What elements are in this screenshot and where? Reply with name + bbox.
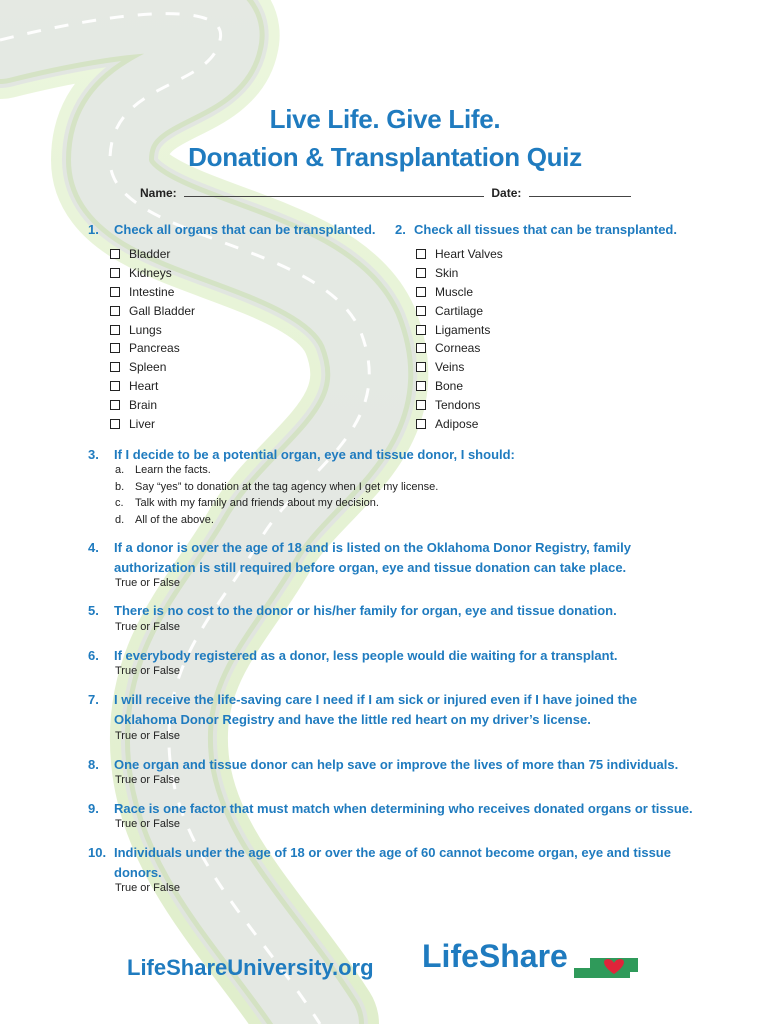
organ-item[interactable] bbox=[110, 377, 195, 396]
checkbox-icon[interactable] bbox=[416, 343, 426, 353]
question-10 bbox=[88, 843, 671, 883]
option-letter: a. bbox=[115, 464, 125, 476]
tissue-label: Skin bbox=[435, 265, 459, 280]
organ-item[interactable] bbox=[110, 339, 195, 358]
question-number: 8. bbox=[88, 757, 99, 772]
organ-label: Lungs bbox=[129, 322, 162, 337]
checkbox-icon[interactable] bbox=[110, 343, 120, 353]
organ-label: Liver bbox=[129, 417, 156, 432]
option-text: Learn the facts. bbox=[135, 464, 211, 476]
tissue-item[interactable] bbox=[416, 415, 503, 434]
question-text: Race is one factor that must match when determining who receives donated organs or tissue. bbox=[114, 801, 693, 816]
checkbox-icon[interactable] bbox=[110, 400, 120, 410]
tissue-label: Veins bbox=[435, 360, 465, 375]
tissue-label: Muscle bbox=[435, 284, 474, 299]
question-3-options bbox=[115, 462, 438, 529]
checkbox-icon[interactable] bbox=[416, 306, 426, 316]
question-text: Oklahoma Donor Registry and have the little red heart on my driver’s license. bbox=[114, 712, 591, 727]
organ-label: Gall Bladder bbox=[129, 303, 196, 318]
organ-label: Heart bbox=[129, 379, 159, 394]
organ-label: Pancreas bbox=[129, 341, 180, 356]
checkbox-icon[interactable] bbox=[416, 249, 426, 259]
option-a[interactable] bbox=[115, 462, 438, 479]
option-letter: b. bbox=[115, 480, 125, 493]
name-field[interactable] bbox=[184, 185, 484, 197]
checkbox-icon[interactable] bbox=[110, 419, 120, 429]
tissue-label: Bone bbox=[435, 379, 464, 394]
question-number: 6. bbox=[88, 648, 99, 663]
question-number: 2. bbox=[395, 222, 406, 237]
question-1 bbox=[88, 220, 376, 240]
checkbox-icon[interactable] bbox=[416, 362, 426, 372]
question-text: If a donor is over the age of 18 and is listed on the Oklahoma Donor Registry, family bbox=[114, 540, 631, 555]
logo-life-text: Life bbox=[422, 938, 479, 974]
question-7 bbox=[88, 690, 637, 730]
checkbox-icon[interactable] bbox=[416, 419, 426, 429]
tissue-label: Tendons bbox=[435, 398, 481, 413]
true-false-answer[interactable]: True or False bbox=[115, 818, 181, 830]
option-text: Talk with my family and friends about my decision. bbox=[135, 497, 379, 510]
tissue-item[interactable] bbox=[416, 377, 503, 396]
true-false-answer[interactable]: True or False bbox=[115, 665, 181, 677]
checkbox-icon[interactable] bbox=[416, 287, 426, 297]
true-false-answer[interactable]: True or False bbox=[115, 577, 181, 589]
question-number: 4. bbox=[88, 540, 99, 555]
date-label: Date: bbox=[491, 186, 522, 200]
title-line-1: Live Life. Give Life. bbox=[269, 104, 501, 134]
question-text: authorization is still required before organ, eye and tissue donation can take place. bbox=[114, 560, 627, 575]
organ-item[interactable] bbox=[110, 264, 195, 283]
question-number: 5. bbox=[88, 603, 99, 618]
checkbox-icon[interactable] bbox=[110, 268, 120, 278]
question-number: 9. bbox=[88, 801, 99, 816]
tissue-item[interactable] bbox=[416, 283, 503, 302]
organ-item[interactable] bbox=[110, 302, 195, 321]
question-number: 1. bbox=[88, 222, 99, 237]
option-d[interactable] bbox=[115, 512, 438, 529]
organ-item[interactable] bbox=[110, 321, 195, 340]
organ-checklist bbox=[110, 245, 195, 434]
heart-icon bbox=[572, 950, 642, 980]
organ-item[interactable] bbox=[110, 283, 195, 302]
option-text: All of the above. bbox=[135, 514, 214, 527]
tissue-item[interactable] bbox=[416, 302, 503, 321]
option-letter: c. bbox=[115, 497, 124, 510]
checkbox-icon[interactable] bbox=[416, 400, 426, 410]
tissue-label: Heart Valves bbox=[435, 247, 503, 261]
tissue-checklist bbox=[416, 245, 503, 434]
checkbox-icon[interactable] bbox=[110, 306, 120, 316]
tissue-label: Adipose bbox=[435, 417, 479, 432]
organ-label: Spleen bbox=[129, 360, 167, 375]
checkbox-icon[interactable] bbox=[110, 381, 120, 391]
option-b[interactable] bbox=[115, 479, 438, 496]
tissue-label: Corneas bbox=[435, 341, 481, 356]
question-text: If everybody registered as a donor, less people would die waiting for a transplant. bbox=[114, 648, 618, 663]
lifeshare-logo bbox=[422, 938, 568, 978]
checkbox-icon[interactable] bbox=[416, 268, 426, 278]
true-false-answer[interactable]: True or False bbox=[115, 621, 181, 633]
question-text: donors. bbox=[114, 865, 162, 880]
question-text: Check all tissues that can be transplanted. bbox=[414, 222, 677, 237]
tissue-item[interactable] bbox=[416, 264, 503, 283]
question-8 bbox=[88, 755, 678, 775]
true-false-answer[interactable]: True or False bbox=[115, 882, 181, 894]
question-text: If I decide to be a potential organ, eye and tissue donor, I should: bbox=[114, 447, 515, 462]
question-number: 3. bbox=[88, 447, 99, 462]
tissue-label: Cartilage bbox=[435, 303, 484, 318]
organ-item[interactable] bbox=[110, 358, 195, 377]
organ-label: Brain bbox=[129, 398, 158, 413]
organ-item[interactable] bbox=[110, 415, 195, 434]
question-2 bbox=[395, 220, 677, 240]
question-4 bbox=[88, 538, 631, 578]
tissue-label: Ligaments bbox=[435, 322, 491, 337]
question-text: One organ and tissue donor can help save or improve the lives of more than 75 individuals. bbox=[114, 757, 679, 772]
question-text: Check all organs that can be transplanted. bbox=[114, 222, 376, 237]
checkbox-icon[interactable] bbox=[110, 249, 120, 259]
organ-item[interactable] bbox=[110, 396, 195, 415]
question-text: I will receive the life-saving care I need if I am sick or injured even if I have joined the bbox=[114, 692, 638, 707]
organ-label: Intestine bbox=[129, 284, 175, 299]
organ-label: Bladder bbox=[129, 247, 171, 261]
option-c[interactable] bbox=[115, 495, 438, 512]
option-text: Say “yes” to donation at the tag agency when I get my license. bbox=[135, 480, 439, 493]
true-false-answer[interactable]: True or False bbox=[115, 730, 181, 742]
question-text: There is no cost to the donor or his/her family for organ, eye and tissue donation. bbox=[114, 603, 617, 618]
question-9 bbox=[88, 799, 693, 819]
checkbox-icon[interactable] bbox=[416, 381, 426, 391]
organ-item[interactable] bbox=[110, 245, 195, 264]
option-letter: d. bbox=[115, 514, 125, 527]
tissue-item[interactable] bbox=[416, 396, 503, 415]
question-5 bbox=[88, 601, 617, 621]
footer-url[interactable]: LifeShareUniversity.org bbox=[127, 955, 374, 980]
tissue-item[interactable] bbox=[416, 245, 503, 264]
question-number: 10. bbox=[88, 845, 107, 860]
title-line-2: Donation & Transplantation Quiz bbox=[188, 142, 582, 172]
organ-label: Kidneys bbox=[129, 265, 172, 280]
checkbox-icon[interactable] bbox=[416, 325, 426, 335]
logo-share-text: Share bbox=[478, 938, 568, 974]
checkbox-icon[interactable] bbox=[110, 362, 120, 372]
question-number: 7. bbox=[88, 692, 99, 707]
question-6 bbox=[88, 646, 618, 666]
tissue-item[interactable] bbox=[416, 321, 503, 340]
true-false-answer[interactable]: True or False bbox=[115, 774, 181, 786]
tissue-item[interactable] bbox=[416, 358, 503, 377]
name-label: Name: bbox=[140, 186, 177, 200]
checkbox-icon[interactable] bbox=[110, 325, 120, 335]
question-text: Individuals under the age of 18 or over the age of 60 cannot become organ, eye and tissue bbox=[114, 845, 671, 860]
checkbox-icon[interactable] bbox=[110, 287, 120, 297]
tissue-item[interactable] bbox=[416, 339, 503, 358]
name-date-row bbox=[140, 185, 631, 200]
date-field[interactable] bbox=[529, 185, 631, 197]
